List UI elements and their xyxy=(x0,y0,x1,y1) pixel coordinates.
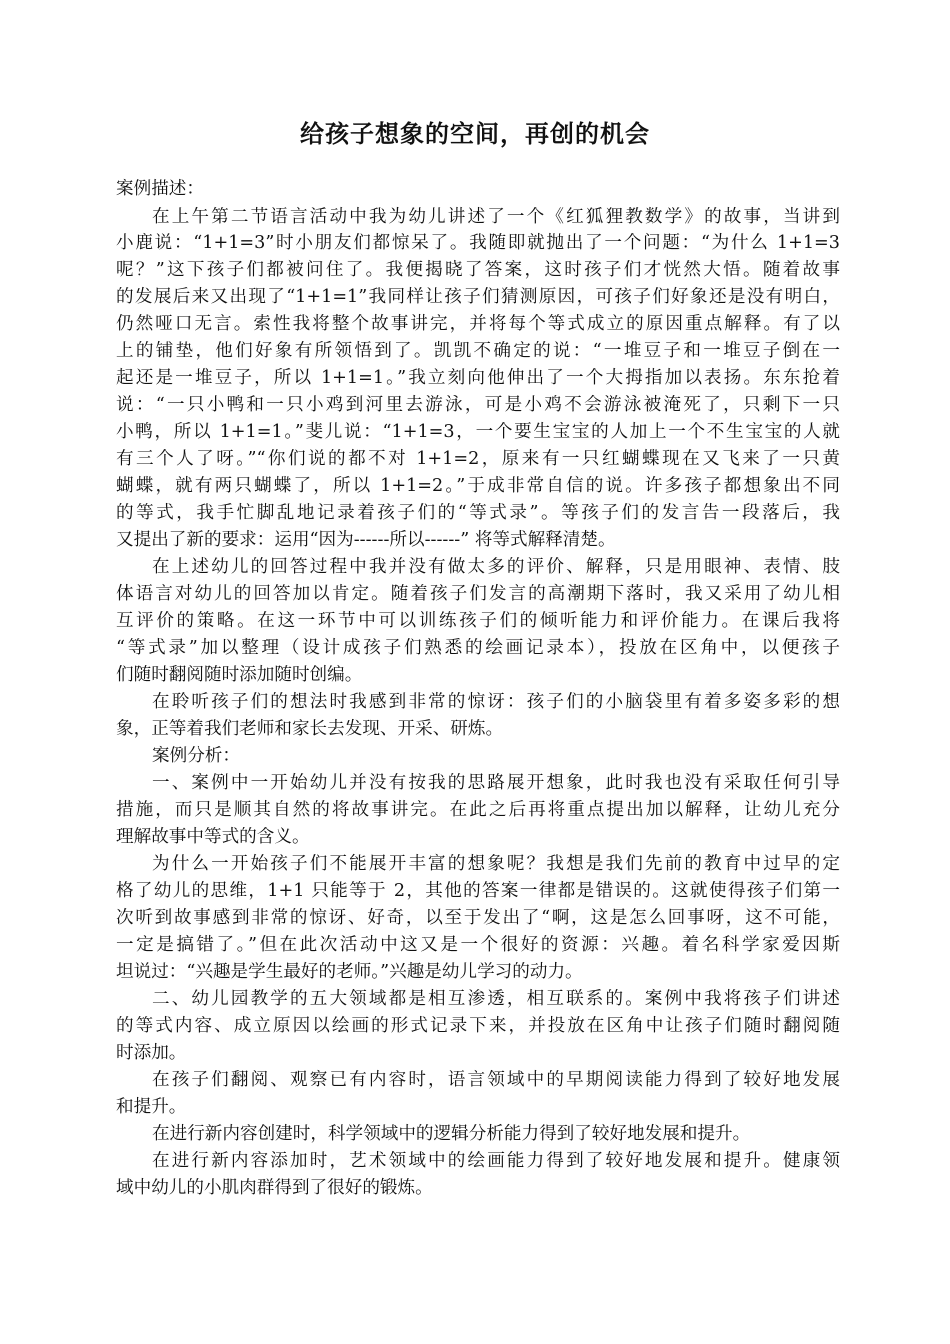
paragraph-line: 互评价的策略。在这一环节中可以训练孩子们的倾听能力和评价能力。在课后我将 xyxy=(116,611,840,631)
paragraph-line: 一、案例中一开始幼儿并没有按我的思路展开想象，此时我也没有采取任何引导 xyxy=(152,773,840,793)
paragraph-line: 仍然哑口无言。索性我将整个故事讲完，并将每个等式成立的原因重点解释。有了以 xyxy=(116,314,840,334)
paragraph-line: 在进行新内容创建时，科学领域中的逻辑分析能力得到了较好地发展和提升。 xyxy=(152,1124,751,1144)
paragraph-line: 在进行新内容添加时，艺术领域中的绘画能力得到了较好地发展和提升。健康领 xyxy=(152,1151,840,1171)
paragraph-line: 时添加。 xyxy=(116,1043,187,1063)
paragraph-line: 域中幼儿的小肌肉群得到了很好的锻炼。 xyxy=(116,1178,433,1198)
paragraph-line: 在聆听孩子们的想法时我感到非常的惊讶：孩子们的小脑袋里有着多姿多彩的想 xyxy=(152,692,840,712)
paragraph-line: 有三个人了呀。”“你们说的都不对 1+1=2，原来有一只红蝴蝶现在又飞来了一只黄 xyxy=(116,449,840,469)
paragraph-line: 象，正等着我们老师和家长去发现、开采、研炼。 xyxy=(116,719,504,739)
paragraph-line: 在上述幼儿的回答过程中我并没有做太多的评价、解释，只是用眼神、表情、肢 xyxy=(152,557,840,577)
paragraph-line: 次听到故事感到非常的惊讶、好奇，以至于发出了“啊，这是怎么回事呀，这不可能， xyxy=(116,908,840,928)
paragraph-line: 小鸭，所以 1+1=1。”斐儿说：“1+1=3，一个要生宝宝的人加上一个不生宝宝的人就 xyxy=(116,422,840,442)
paragraph-line: 二、幼儿园教学的五大领域都是相互渗透，相互联系的。案例中我将孩子们讲述 xyxy=(152,989,840,1009)
paragraph-line: 在孩子们翻阅、观察已有内容时，语言领域中的早期阅读能力得到了较好地发展 xyxy=(152,1070,840,1090)
document-title: 给孩子想象的空间，再创的机会 xyxy=(300,119,650,148)
section-heading-description: 案例描述： xyxy=(116,179,204,199)
paragraph-line: 一定是搞错了。”但在此次活动中这又是一个很好的资源：兴趣。着名科学家爱因斯 xyxy=(116,935,840,955)
paragraph-line: 蝴蝶，就有两只蝴蝶了，所以 1+1=2。”于成非常自信的说。许多孩子都想象出不同 xyxy=(116,476,840,496)
paragraph-line: 又提出了新的要求：运用“因为------所以------” 将等式解释清楚。 xyxy=(116,530,616,550)
paragraph-line: 小鹿说：“1+1=3”时小朋友们都惊呆了。我随即就抛出了一个问题：“为什么 1+1=3 xyxy=(116,233,840,253)
paragraph-line: “等式录”加以整理（设计成孩子们熟悉的绘画记录本），投放在区角中，以便孩子 xyxy=(116,638,840,658)
paragraph-line: 上的铺垫，他们好象有所领悟到了。凯凯不确定的说：“一堆豆子和一堆豆子倒在一 xyxy=(116,341,840,361)
paragraph-line: 在上午第二节语言活动中我为幼儿讲述了一个《红狐狸教数学》的故事，当讲到 xyxy=(152,207,840,227)
paragraph-line: 为什么一开始孩子们不能展开丰富的想象呢？我想是我们先前的教育中过早的定 xyxy=(152,854,840,874)
paragraph-line: 理解故事中等式的含义。 xyxy=(116,827,310,847)
paragraph-line: 和提升。 xyxy=(116,1097,187,1117)
paragraph-line: 体语言对幼儿的回答加以肯定。随着孩子们发言的高潮期下落时，我又采用了幼儿相 xyxy=(116,584,840,604)
paragraph-line: 坦说过：“兴趣是学生最好的老师。”兴趣是幼儿学习的动力。 xyxy=(116,962,583,982)
paragraph-line: 呢？”这下孩子们都被问住了。我便揭晓了答案，这时孩子们才恍然大悟。随着故事 xyxy=(116,260,840,280)
paragraph-line: 起还是一堆豆子，所以 1+1=1。”我立刻向他伸出了一个大拇指加以表扬。东东抢着 xyxy=(116,368,840,388)
paragraph-line: 格了幼儿的思维，1+1 只能等于 2，其他的答案一律都是错误的。这就使得孩子们第一 xyxy=(116,881,840,901)
paragraph-line: 的发展后来又出现了“1+1=1”我同样让孩子们猜测原因，可孩子们好象还是没有明白， xyxy=(116,287,840,307)
section-heading-analysis: 案例分析： xyxy=(152,746,240,766)
paragraph-line: 说：“一只小鸭和一只小鸡到河里去游泳，可是小鸡不会游泳被淹死了，只剩下一只 xyxy=(116,395,840,415)
paragraph-line: 的等式内容、成立原因以绘画的形式记录下来，并投放在区角中让孩子们随时翻阅随 xyxy=(116,1016,840,1036)
paragraph-line: 措施，而只是顺其自然的将故事讲完。在此之后再将重点提出加以解释，让幼儿充分 xyxy=(116,800,840,820)
paragraph-line: 们随时翻阅随时添加随时创编。 xyxy=(116,665,363,685)
paragraph-line: 的等式，我手忙脚乱地记录着孩子们的“等式录”。等孩子们的发言告一段落后，我 xyxy=(116,503,840,523)
